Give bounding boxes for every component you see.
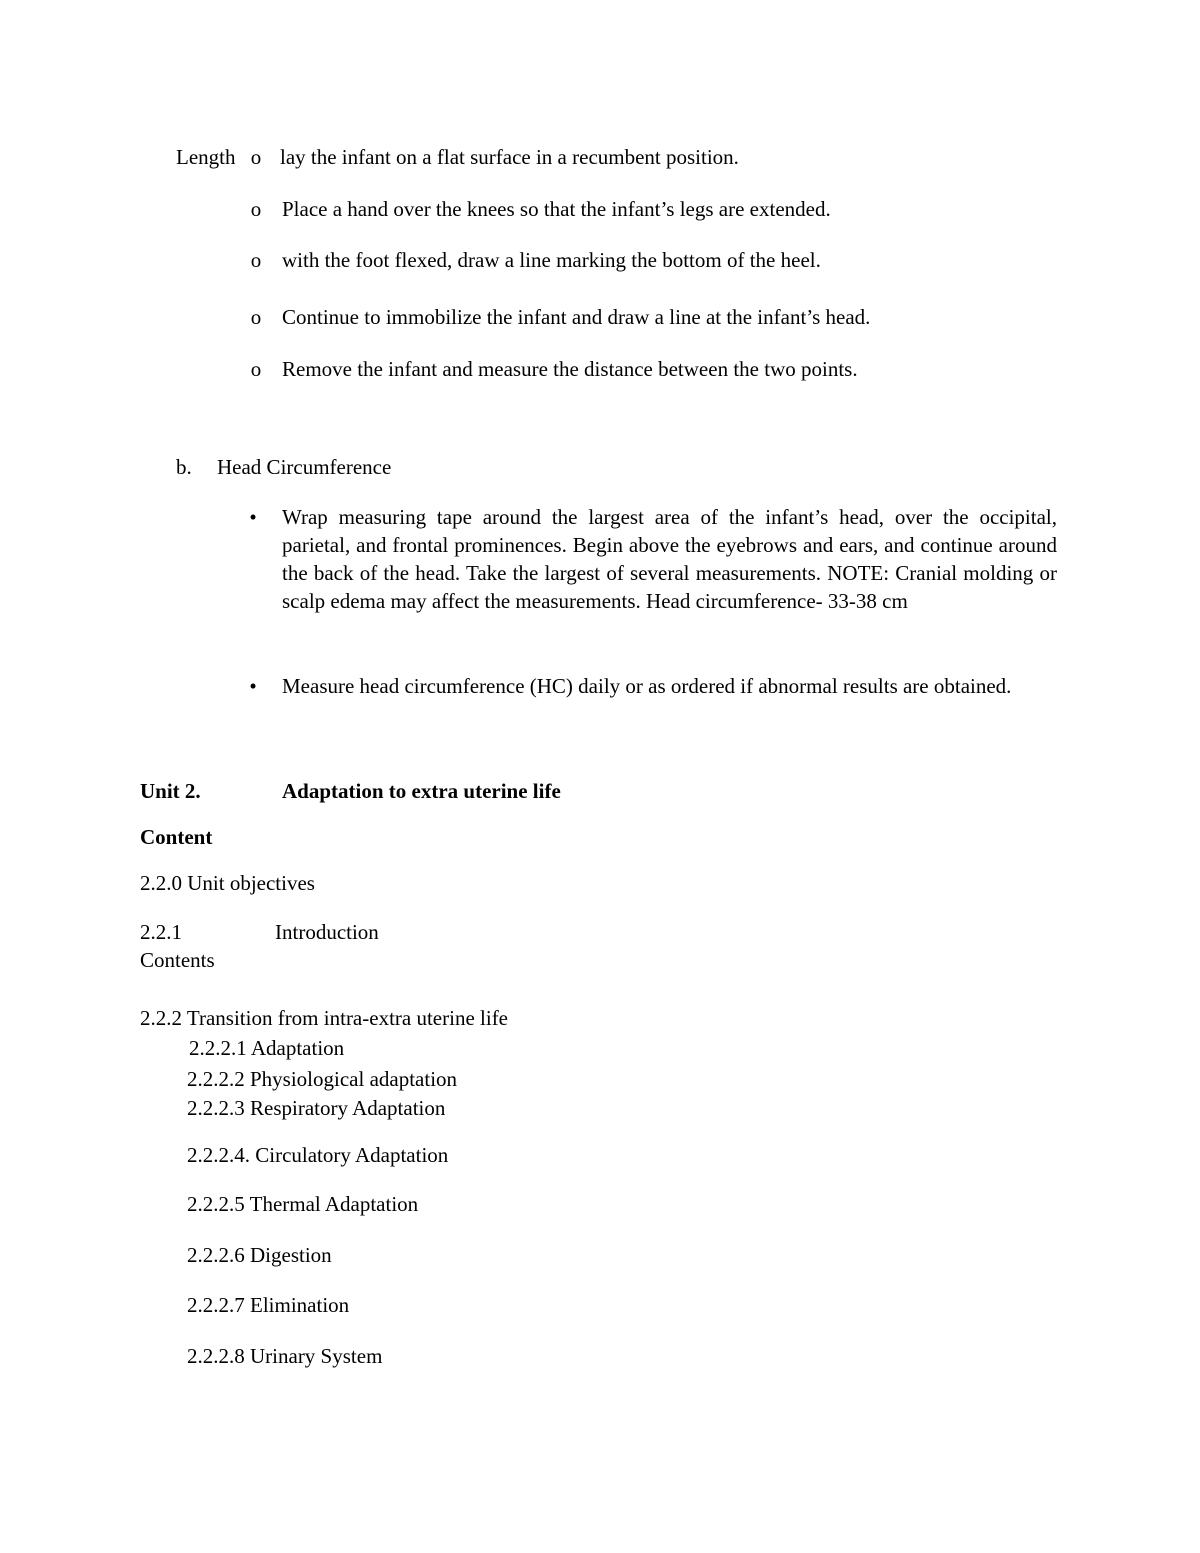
contents-label: Contents xyxy=(140,948,215,972)
intro-title: Introduction xyxy=(275,920,379,944)
intro-number: 2.2.1 xyxy=(140,920,182,944)
subsection-3: 2.2.2.3 Respiratory Adaptation xyxy=(187,1096,446,1120)
section-title: Head Circumference xyxy=(217,455,392,479)
subsection-8: 2.2.2.8 Urinary System xyxy=(187,1344,383,1368)
length-label: Length xyxy=(176,145,236,169)
length-step-3: with the foot flexed, draw a line marking the bottom of the heel. xyxy=(282,248,821,272)
step-marker-2: o xyxy=(250,197,262,221)
step-marker-4: o xyxy=(250,305,262,329)
length-step-2: Place a hand over the knees so that the infant’s legs are extended. xyxy=(282,197,831,221)
unit-objectives: 2.2.0 Unit objectives xyxy=(140,871,315,895)
head-item-2: Measure head circumference (HC) daily or as ordered if abnormal results are obtained. xyxy=(282,674,1012,698)
bullet-2: • xyxy=(249,674,257,698)
subsection-7: 2.2.2.7 Elimination xyxy=(187,1293,350,1317)
subsection-2: 2.2.2.2 Physiological adaptation xyxy=(187,1067,458,1091)
length-step-5: Remove the infant and measure the distance between the two points. xyxy=(282,357,858,381)
length-step-4: Continue to immobilize the infant and draw a line at the infant’s head. xyxy=(282,305,871,329)
transition-heading: 2.2.2 Transition from intra-extra uterine life xyxy=(140,1006,509,1030)
bullet-1: • xyxy=(249,505,257,529)
unit-number: Unit 2. xyxy=(140,779,201,803)
length-step-1: lay the infant on a flat surface in a recumbent position. xyxy=(280,145,739,169)
subsection-6: 2.2.2.6 Digestion xyxy=(187,1243,332,1267)
step-marker-3: o xyxy=(250,248,262,272)
head-item-1: Wrap measuring tape around the largest area of the infant’s head, over the occipital, parietal, and frontal prominences. Begin above the eyebrows and ears, and continue around the back of the head. Take the largest of several measurements. NOTE: Cranial molding or scalp edema may affect the measurements. Head circumference- 33-38 cm xyxy=(282,505,1057,613)
subsection-4: 2.2.2.4. Circulatory Adaptation xyxy=(187,1143,449,1167)
subsection-5: 2.2.2.5 Thermal Adaptation xyxy=(187,1192,419,1216)
step-marker-1: o xyxy=(250,145,262,169)
step-marker-5: o xyxy=(250,357,262,381)
subsection-1: 2.2.2.1 Adaptation xyxy=(189,1036,345,1060)
content-heading: Content xyxy=(140,825,213,849)
section-letter: b. xyxy=(176,455,192,479)
unit-title: Adaptation to extra uterine life xyxy=(282,779,561,803)
